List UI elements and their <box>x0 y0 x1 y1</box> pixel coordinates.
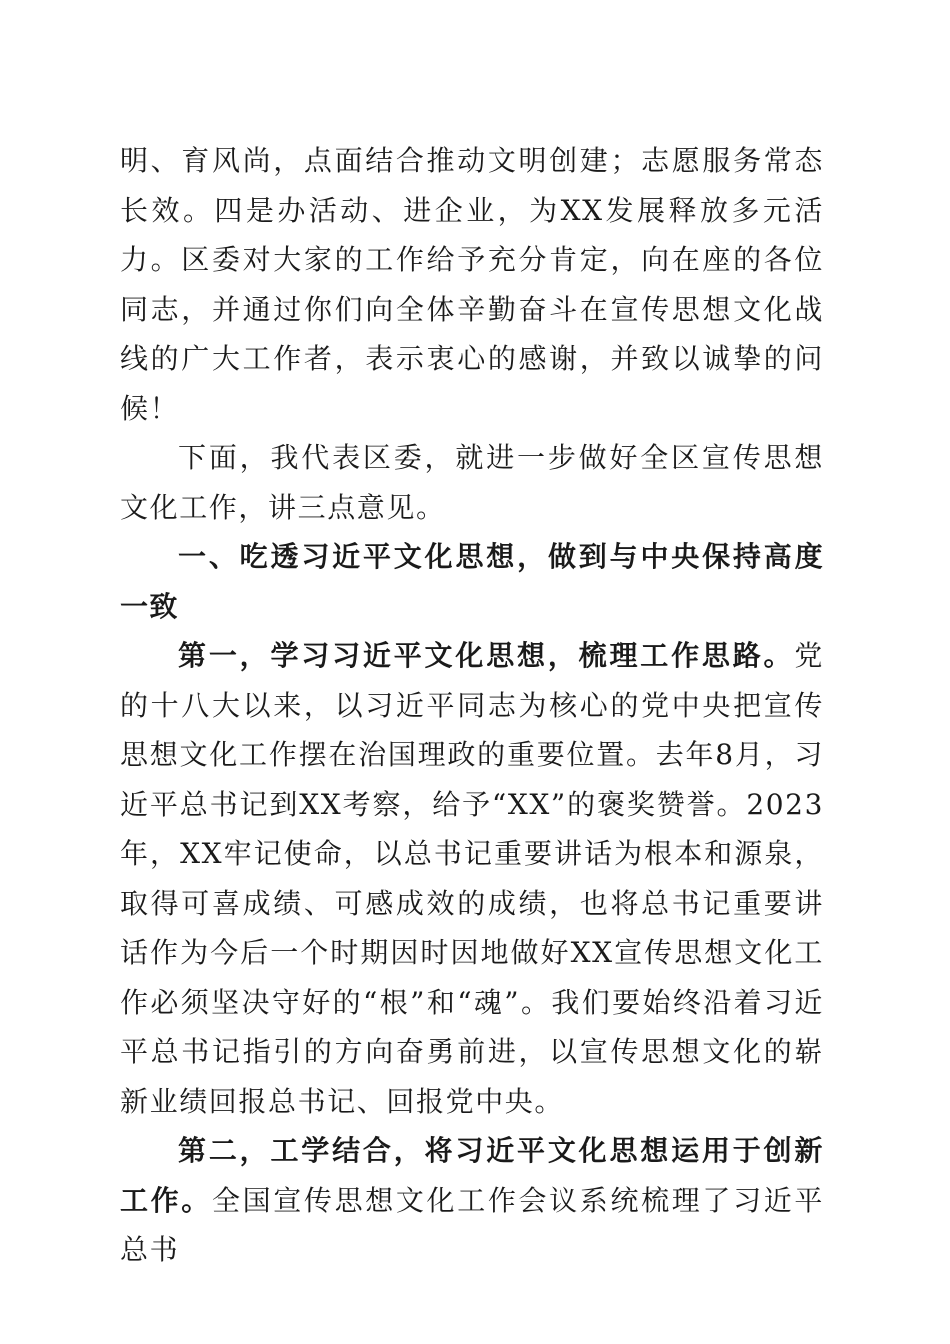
paragraph-text: 党的十八大以来，以习近平同志为核心的党中央把宣传思想文化工作摆在治国理政的重要位置。去年8月，习近平总书记到XX考察，给予“XX”的褒奖赞誉。2023年，XX牢记使命，以总书记重要讲话为根本和源泉，取得可喜成绩、可感成效的成绩，也将总书记重要讲话作为今后一个时期因时因地做好XX宣传思想文化工作必须坚决守好的“根”和“魂”。我们要始终沿着习近平总书记指引的方向奋勇前进，以宣传思想文化的崭新业绩回报总书记、回报党中央。 <box>120 639 824 1118</box>
document-body <box>120 136 824 1275</box>
section-heading <box>120 532 824 631</box>
point-paragraph-1 <box>120 631 824 1126</box>
point-paragraph-2 <box>120 1126 824 1275</box>
point-lead-sentence: 第二，工学结合，将习近平文化思想运用于创新工作。 <box>120 1134 824 1217</box>
paragraph-text: 全国宣传思想文化工作会议系统梳理了习近平总书 <box>120 1183 824 1266</box>
heading-text: 一、吃透习近平文化思想，做到与中央保持高度一致 <box>120 540 824 623</box>
body-paragraph <box>120 433 824 532</box>
point-lead-sentence: 第一，学习习近平文化思想，梳理工作思路。 <box>178 639 795 672</box>
continuation-paragraph <box>120 136 824 433</box>
paragraph-text: 明、育风尚，点面结合推动文明创建；志愿服务常态长效。四是办活动、进企业，为XX发展释放多元活力。区委对大家的工作给予充分肯定，向在座的各位同志，并通过你们向全体辛勤奋斗在宣传思想文化战线的广大工作者，表示衷心的感谢，并致以诚挚的问候！ <box>120 144 824 425</box>
paragraph-text: 下面，我代表区委，就进一步做好全区宣传思想文化工作，讲三点意见。 <box>120 441 824 524</box>
